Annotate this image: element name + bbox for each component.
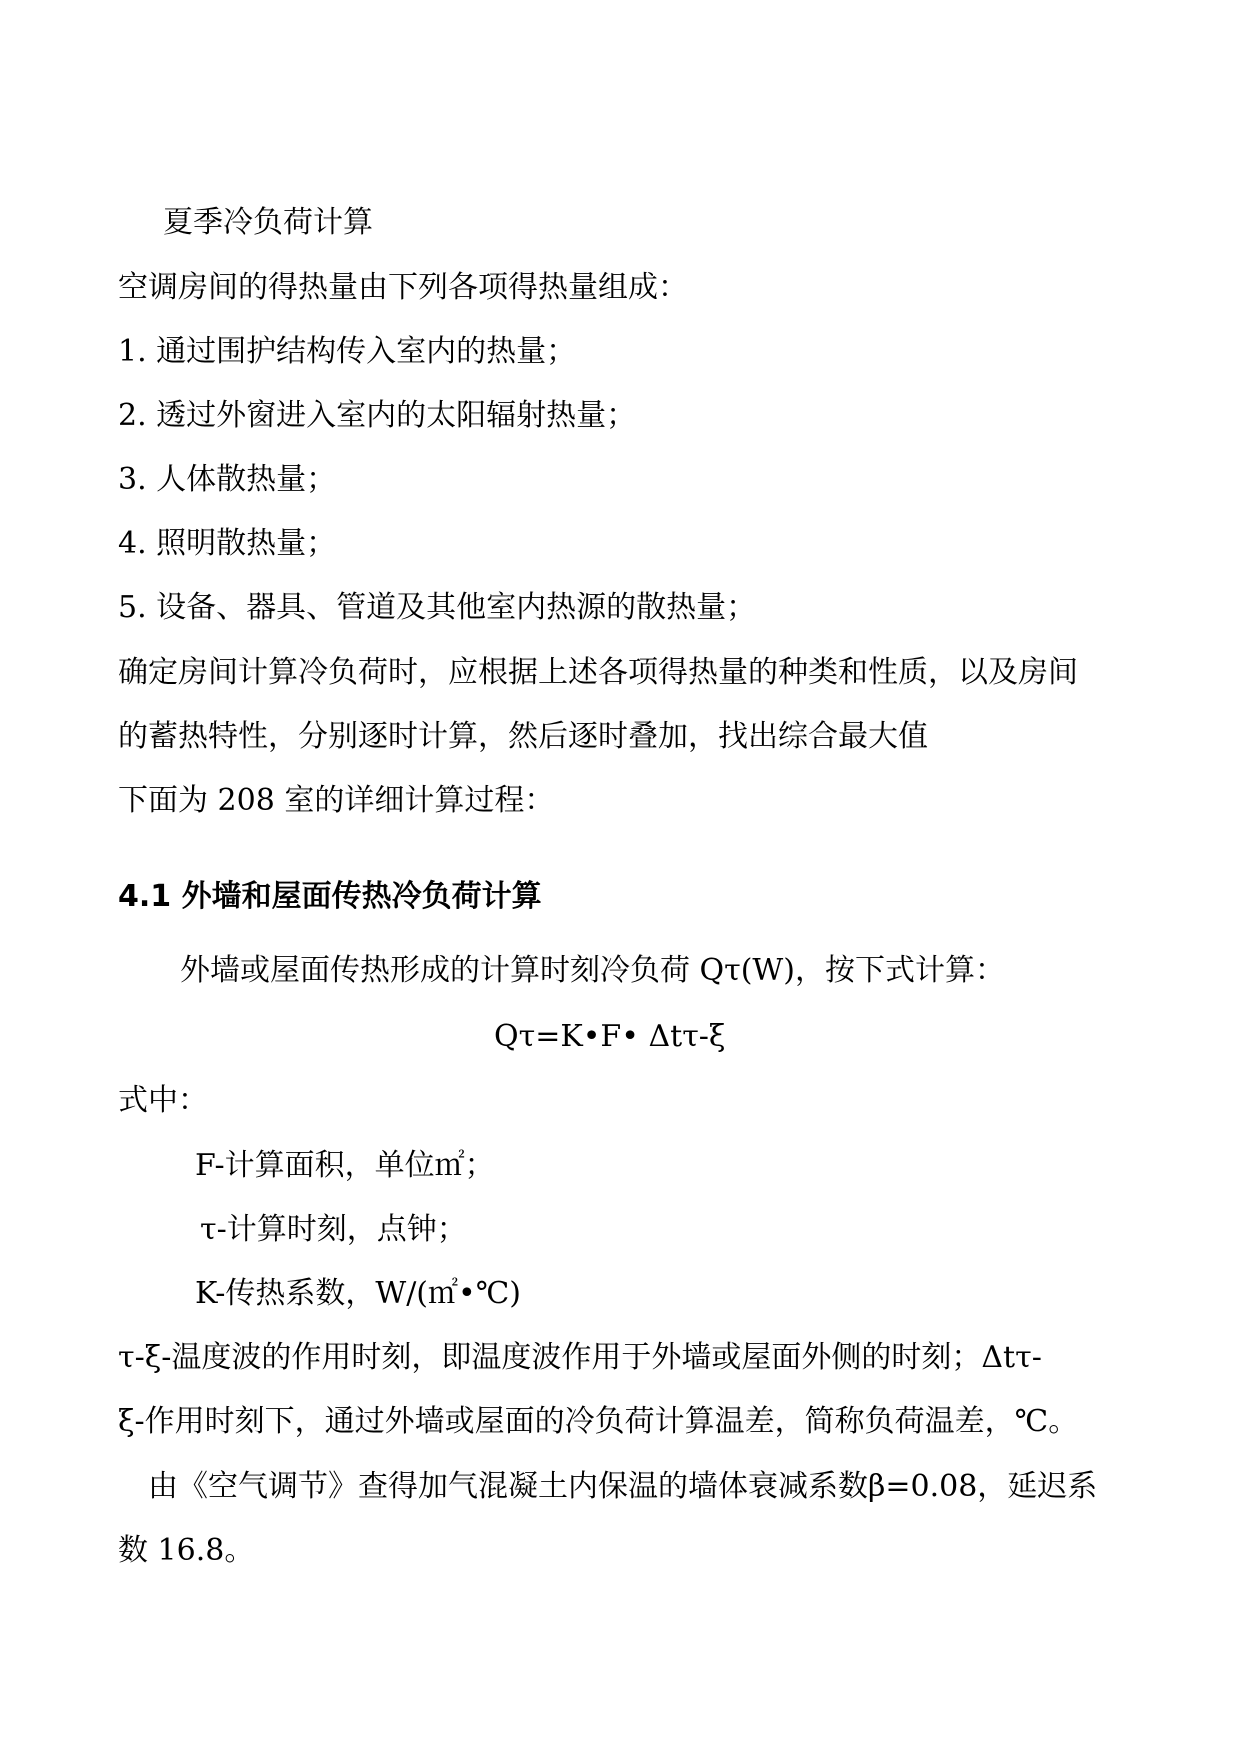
section-heading: 4.1 外墙和屋面传热冷负荷计算 bbox=[118, 879, 542, 914]
formula: Qτ=K•F• Δtτ-ξ bbox=[494, 1019, 726, 1054]
where-label: 式中： bbox=[118, 1083, 208, 1118]
list-item: 5. 设备、器具、管道及其他室内热源的散热量； bbox=[118, 590, 757, 625]
definition-item: K-传热系数，W/(㎡•℃) bbox=[195, 1276, 521, 1311]
list-item: 3. 人体散热量； bbox=[118, 462, 337, 497]
paragraph-line: ξ-作用时刻下，通过外墙或屋面的冷负荷计算温差，简称负荷温差，℃。 bbox=[118, 1404, 1079, 1439]
list-item: 2. 透过外窗进入室内的太阳辐射热量； bbox=[118, 398, 637, 433]
paragraph-line: 的蓄热特性，分别逐时计算，然后逐时叠加，找出综合最大值 bbox=[118, 719, 928, 754]
paragraph-line: 数 16.8。 bbox=[118, 1533, 255, 1568]
paragraph-line: 下面为 208 室的详细计算过程： bbox=[118, 783, 555, 818]
paragraph-line: 由《空气调节》查得加气混凝土内保温的墙体衰减系数β=0.08，延迟系 bbox=[148, 1469, 1098, 1504]
definition-item: F-计算面积，单位㎡； bbox=[195, 1148, 495, 1183]
paragraph-line: τ-ξ-温度波的作用时刻，即温度波作用于外墙或屋面外侧的时刻；Δtτ- bbox=[118, 1340, 1042, 1375]
section-intro: 外墙或屋面传热形成的计算时刻冷负荷 Qτ(W)，按下式计算： bbox=[180, 953, 1005, 988]
paragraph-line: 确定房间计算冷负荷时，应根据上述各项得热量的种类和性质，以及房间 bbox=[118, 655, 1078, 690]
list-item: 4. 照明散热量； bbox=[118, 526, 337, 561]
intro-text: 空调房间的得热量由下列各项得热量组成： bbox=[118, 270, 688, 305]
list-item: 1. 通过围护结构传入室内的热量； bbox=[118, 334, 577, 369]
definition-item: τ-计算时刻，点钟； bbox=[200, 1212, 467, 1247]
document-title: 夏季冷负荷计算 bbox=[163, 205, 373, 240]
